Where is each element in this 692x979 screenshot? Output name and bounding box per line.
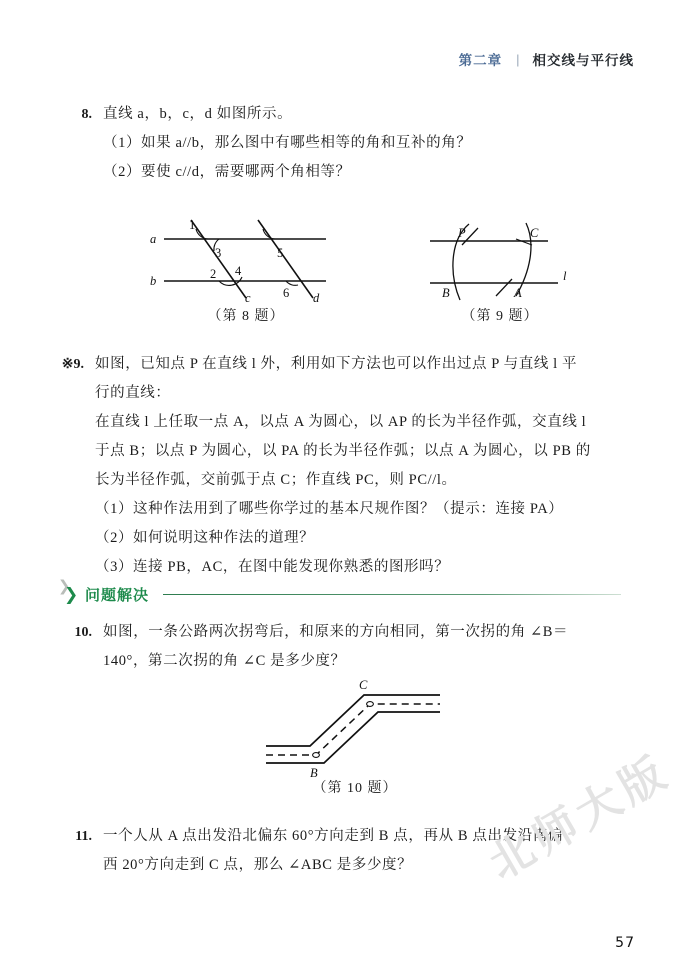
problem-11-line-1: 一个人从 A 点出发沿北偏东 60°方向走到 B 点，再从 B 点出发沿南偏 [103,828,563,844]
header-chapter-label: 第二章 [458,53,503,69]
figure-9-label-A: A [514,286,522,300]
problem-9-line-7: （2）如何说明这种作法的道理？ [95,530,315,546]
figure-8-angle-1: 1 [189,218,196,232]
problem-9-line-3: 在直线 l 上任取一点 A，以点 A 为圆心，以 AP 的长为半径作弧，交直线 l [95,414,587,430]
header-separator: | [516,51,520,67]
page-number: 57 [615,935,635,951]
figure-9-label-P: P [458,226,466,240]
problem-9-line-8: （3）连接 PB，AC，在图中能发现你熟悉的图形吗？ [95,559,450,575]
problem-8-line-1: 直线 a，b，c，d 如图所示。 [103,106,293,122]
figure-8-label-a: a [150,232,157,246]
problem-8 [58,100,471,187]
problem-8-line-2: （1）如果 a//b，那么图中有哪些相等的角和互补的角？ [103,135,472,151]
figure-8-label-c: c [245,291,251,305]
problem-9-line-2: 行的直线： [95,385,171,401]
header-chapter-title: 相交线与平行线 [532,53,634,69]
section-heading-problem-solving [58,577,621,606]
problem-9-index: 9. [73,357,84,372]
problem-11-number: 11. [75,829,92,844]
figure-9-label-B: B [442,286,450,300]
figure-8-angle-3: 3 [215,246,222,260]
problem-10-line-2: 140°，第二次拐的角 ∠C 是多少度？ [103,653,346,669]
problem-8-line-3: （2）要使 c//d，需要哪两个角相等？ [103,164,351,180]
problem-10 [58,618,568,676]
figure-8-label-d: d [313,291,320,305]
problem-10-body [103,618,568,676]
figure-10-label-B: B [310,766,318,780]
figure-8-angle-2: 2 [210,267,217,281]
problem-9-line-1: 如图，已知点 P 在直线 l 外，利用如下方法也可以作出过点 P 与直线 l 平 [95,356,578,372]
problem-9-line-4: 于点 B；以点 P 为圆心，以 PA 的长为半径作弧；以点 A 为圆心，以 PB 的 [95,443,591,459]
figure-8-angle-6: 6 [283,286,290,300]
figure-8-angle-5: 5 [277,246,284,260]
figure-9-label-l: l [563,269,567,283]
figure-problem-10 [258,678,468,778]
problem-10-number: 10. [74,625,92,640]
figure-10-label-C: C [359,678,368,692]
figure-8-angle-4: 4 [235,264,242,278]
figure-9-label-C: C [530,226,539,240]
problem-9-marker: ※ [61,357,74,372]
problem-11-line-2: 西 20°方向走到 C 点，那么 ∠ABC 是多少度？ [103,857,413,873]
figure-problem-8 [146,212,336,304]
double-chevron-icon [58,577,84,606]
chevron-right-outline-icon: ❯ [58,577,71,595]
problem-10-line-1: 如图，一条公路两次拐弯后，和原来的方向相同，第一次拐的角 ∠B＝ [103,624,569,640]
chevron-right-icon: ❯ [64,585,79,605]
figure-problem-9 [420,212,580,304]
figure-10-caption: （第 10 题） [312,781,398,796]
problem-9-number [42,350,84,379]
section-divider [163,594,621,595]
problem-9-line-6: （1）这种作法用到了哪些你学过的基本尺规作图？（提示：连接 PA） [95,501,564,517]
watermark-text: 北师大版 [480,745,680,890]
figure-8-caption: （第 8 题） [207,309,285,324]
problem-9-line-5: 长为半径作弧，交前弧于点 C；作直线 PC，则 PC//l。 [95,472,457,488]
problem-8-body [103,100,471,187]
figure-9-caption: （第 9 题） [461,309,539,324]
problem-11 [58,822,563,880]
figure-8-label-b: b [150,274,157,288]
problem-11-body [103,822,563,880]
problem-9-body [95,350,591,582]
section-title-label: 问题解决 [85,585,150,604]
problem-9 [50,350,591,582]
problem-8-number: 8. [81,107,92,122]
